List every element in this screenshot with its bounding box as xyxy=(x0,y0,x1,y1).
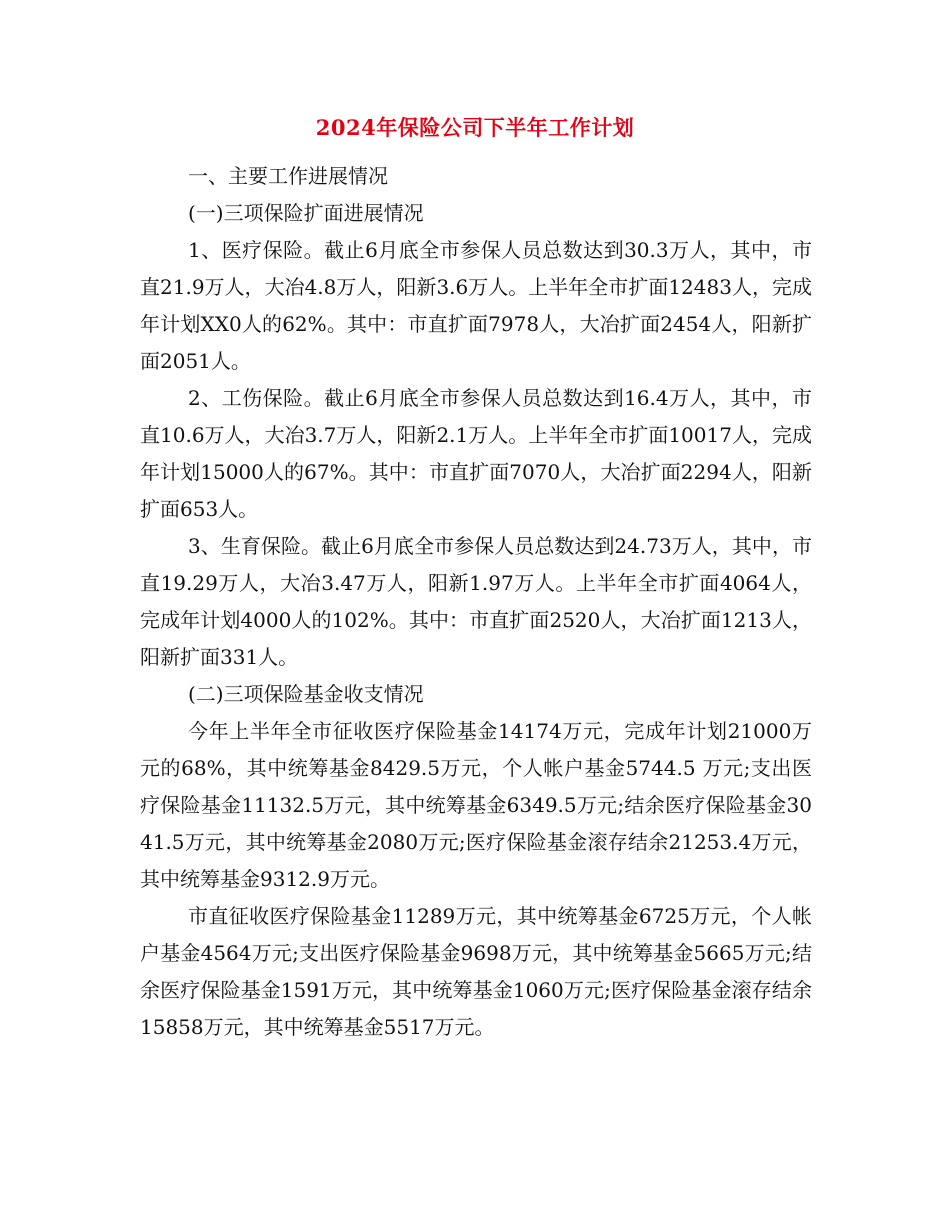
paragraph-maternity-insurance: 3、生育保险。截止6月底全市参保人员总数达到24.73万人，其中，市直19.29万人，大冶3.47万人，阳新1.97万人。上半年全市扩面4064人，完成年计划4000人的102%。其中：市直扩面2520人，大冶扩面1213人，阳新扩面331人。 xyxy=(140,534,812,669)
paragraph-fund-city-direct: 市直征收医疗保险基金11289万元，其中统筹基金6725万元，个人帐户基金4564万元;支出医疗保险基金9698万元，其中统筹基金5665万元;结余医疗保险基金1591万元，其中统筹基金1060万元;医疗保险基金滚存结余15858万元，其中统筹基金5517万元。 xyxy=(140,904,812,1039)
subsection-heading-2: (二)三项保险基金收支情况 xyxy=(188,682,424,706)
document-title: 2024年保险公司下半年工作计划 xyxy=(315,115,635,140)
subsection-heading-1: (一)三项保险扩面进展情况 xyxy=(188,201,424,225)
section-heading-1: 一、主要工作进展情况 xyxy=(188,164,388,188)
paragraph-work-injury-insurance: 2、工伤保险。截止6月底全市参保人员总数达到16.4万人，其中，市直10.6万人，大冶3.7万人，阳新2.1万人。上半年全市扩面10017人，完成年计划15000人的67%。其中：市直扩面7070人，大冶扩面2294人，阳新扩面653人。 xyxy=(140,386,812,521)
paragraph-fund-citywide: 今年上半年全市征收医疗保险基金14174万元，完成年计划21000万元的68%，其中统筹基金8429.5万元，个人帐户基金5744.5 万元;支出医疗保险基金11132.5万元，其中统筹基金6349.5万元;结余医疗保险基金3041.5万元，其中统筹基金2080万元;医疗保险基金滚存结余21253.4万元，其中统筹基金9312.9万元。 xyxy=(140,719,812,891)
paragraph-medical-insurance: 1、医疗保险。截止6月底全市参保人员总数达到30.3万人，其中，市直21.9万人，大冶4.8万人，阳新3.6万人。上半年全市扩面12483人，完成年计划XX0人的62%。其中：市直扩面7978人，大冶扩面2454人，阳新扩面2051人。 xyxy=(140,238,812,373)
document-body xyxy=(140,158,812,1046)
